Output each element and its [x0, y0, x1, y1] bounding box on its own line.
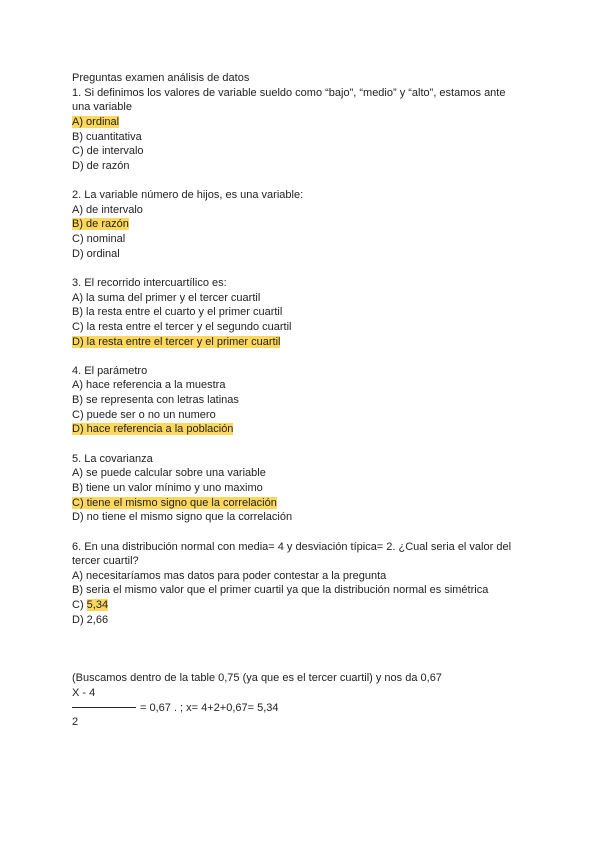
text-line	[72, 378, 532, 393]
text-line	[72, 335, 532, 350]
text-line	[72, 642, 532, 657]
text-line	[72, 349, 532, 364]
text-line	[72, 583, 532, 598]
text-line	[72, 422, 532, 437]
line-text: C) puede ser o no un numero	[72, 408, 216, 421]
highlighted-answer: A) ordinal	[72, 115, 120, 128]
text-line	[72, 261, 532, 276]
line-text: A) se puede calcular sobre una variable	[72, 467, 266, 480]
line-text: 3. El recorrido intercuartílico es:	[72, 276, 227, 289]
line-text: B) tiene un valor mínimo y uno maximo	[72, 481, 263, 494]
text-line	[72, 393, 532, 408]
line-text: 1. Si definimos los valores de variable sueldo como “bajo”, “medio” y “alto”, estamos ante	[72, 86, 506, 99]
text-line	[72, 217, 532, 232]
text-line	[72, 320, 532, 335]
text-line	[72, 173, 532, 188]
text-line	[72, 686, 532, 701]
text-line	[72, 540, 532, 555]
text-line	[72, 291, 532, 306]
text-line	[72, 159, 532, 174]
line-text: = 0,67 . ; x= 4+2+0,67= 5,34	[140, 701, 279, 714]
text-line	[72, 481, 532, 496]
text-line	[72, 232, 532, 247]
line-text: tercer cuartil?	[72, 555, 139, 568]
line-text: B) seria el mismo valor que el primer cuartil ya que la distribución normal es simétrica	[72, 584, 489, 597]
text-line	[72, 115, 532, 130]
text-line	[72, 203, 532, 218]
text-line	[72, 510, 532, 525]
text-line	[72, 144, 532, 159]
text-line	[72, 569, 532, 584]
text-line	[72, 627, 532, 642]
text-line	[72, 496, 532, 511]
document-title	[72, 71, 532, 86]
text-line	[72, 188, 532, 203]
line-text: C) la resta entre el tercer y el segundo cuartil	[72, 320, 292, 333]
line-text: 6. En una distribución normal con media= 4 y desviación típica= 2. ¿Cual seria el valor del	[72, 540, 512, 553]
line-text: B) se representa con letras latinas	[72, 394, 239, 407]
line-text: A) la suma del primer y el tercer cuartil	[72, 291, 261, 304]
text-line	[72, 613, 532, 628]
highlighted-answer: D) la resta entre el tercer y el primer cuartil	[72, 335, 281, 348]
text-line	[72, 657, 532, 672]
highlighted-answer: D) hace referencia a la población	[72, 423, 234, 436]
line-text: 5. La covarianza	[72, 452, 153, 465]
fraction-bar	[72, 707, 136, 708]
text-line	[72, 276, 532, 291]
line-text: B) la resta entre el cuarto y el primer cuartil	[72, 306, 283, 319]
text-line	[72, 130, 532, 145]
line-text: A) hace referencia a la muestra	[72, 379, 226, 392]
text-line	[72, 364, 532, 379]
line-text: C)	[72, 599, 87, 612]
text-line	[72, 408, 532, 423]
text-line	[72, 86, 532, 101]
text-line	[72, 466, 532, 481]
line-text: 2. La variable número de hijos, es una variable:	[72, 189, 304, 202]
highlighted-answer: B) de razón	[72, 218, 129, 231]
text-line	[72, 701, 532, 716]
line-text: X - 4	[72, 686, 96, 699]
text-line	[72, 671, 532, 686]
text-line	[72, 100, 532, 115]
line-text: A) necesitaríamos mas datos para poder contestar a la pregunta	[72, 569, 387, 582]
text-line	[72, 525, 532, 540]
document-page	[72, 71, 532, 730]
line-text: D) no tiene el mismo signo que la correlación	[72, 511, 293, 524]
highlighted-answer: C) tiene el mismo signo que la correlación	[72, 496, 277, 509]
line-text: una variable	[72, 101, 132, 114]
line-text: Preguntas examen análisis de datos	[72, 72, 250, 84]
text-line	[72, 715, 532, 730]
line-text: D) de razón	[72, 159, 130, 172]
line-text: D) 2,66	[72, 613, 109, 626]
text-line	[72, 598, 532, 613]
text-line	[72, 452, 532, 467]
line-text: (Buscamos dentro de la table 0,75 (ya que es el tercer cuartil) y nos da 0,67	[72, 672, 442, 685]
line-text: 4. El parámetro	[72, 364, 148, 377]
text-line	[72, 247, 532, 262]
highlighted-answer: 5,34	[86, 599, 109, 612]
text-line	[72, 554, 532, 569]
text-line	[72, 437, 532, 452]
line-text: A) de intervalo	[72, 203, 143, 216]
line-text: B) cuantitativa	[72, 130, 142, 143]
line-text: C) de intervalo	[72, 145, 144, 158]
line-text: C) nominal	[72, 233, 126, 246]
line-text: D) ordinal	[72, 247, 120, 260]
line-text: 2	[72, 716, 79, 729]
text-line	[72, 305, 532, 320]
